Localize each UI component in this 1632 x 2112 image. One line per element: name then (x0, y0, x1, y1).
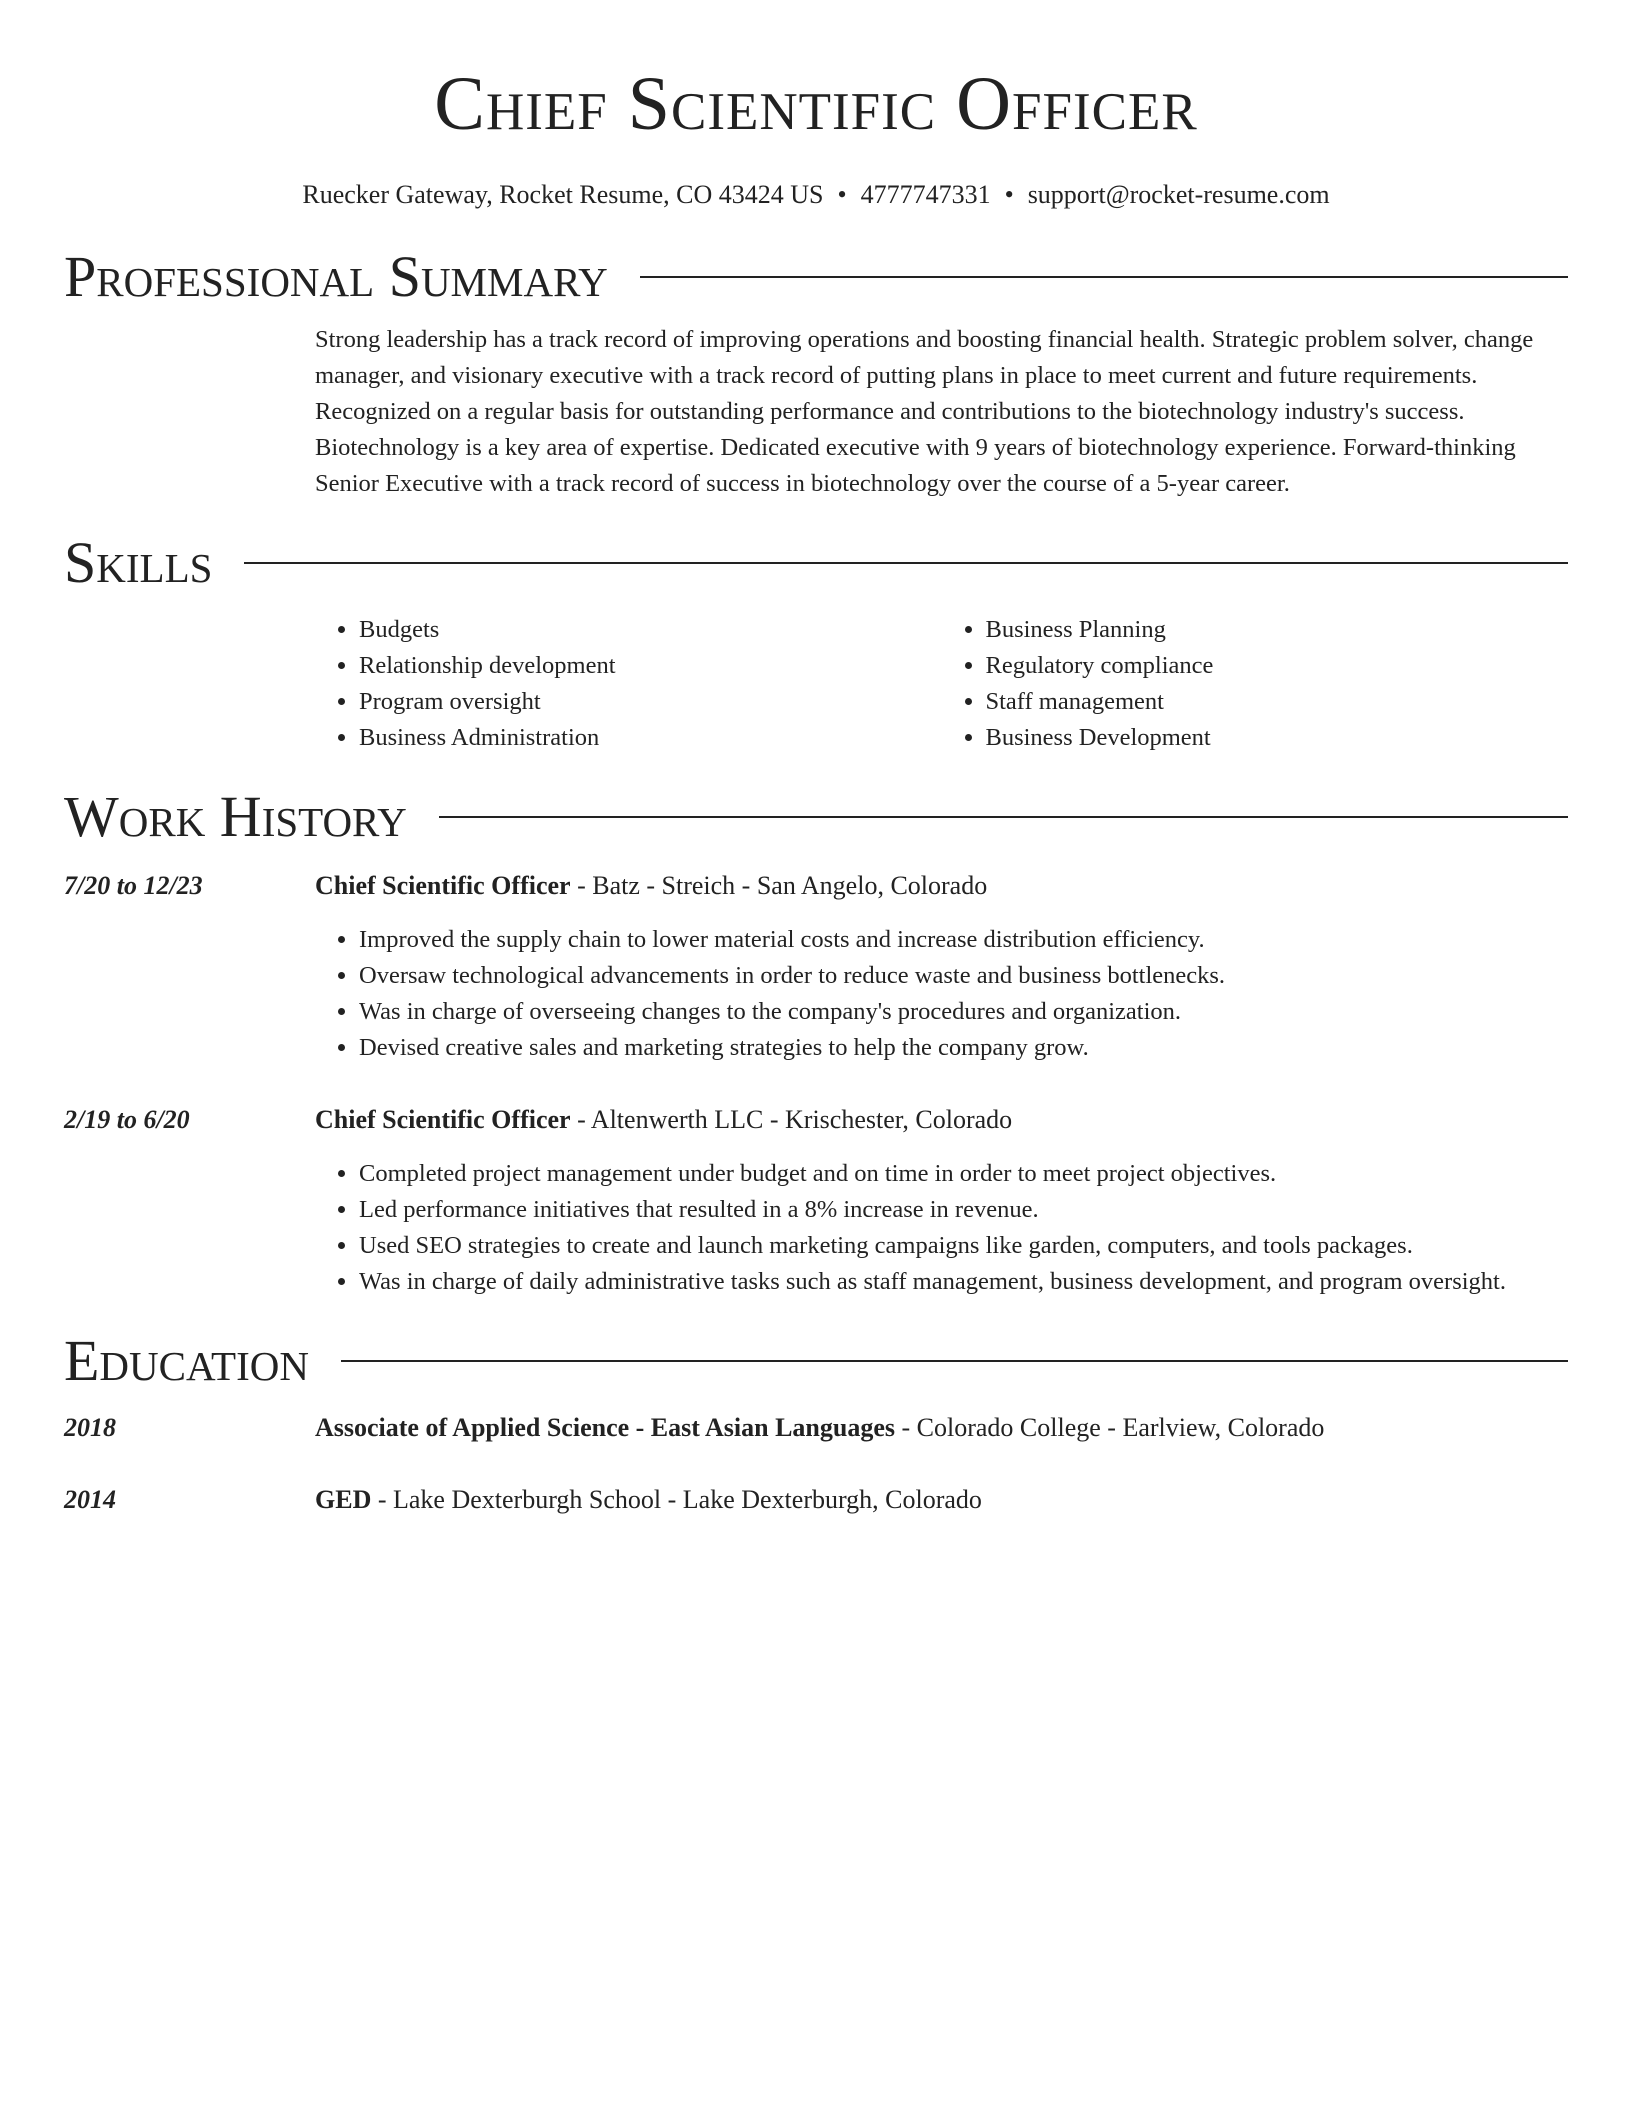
summary-section (64, 246, 1568, 502)
education-degree: Associate of Applied Science - East Asian Languages (315, 1413, 895, 1442)
job-details (315, 868, 1568, 1066)
job-bullet: • Oversaw technological advancements in order to reduce waste and business bottlenecks. (359, 958, 1568, 994)
section-divider (640, 276, 1568, 278)
work-section (64, 786, 1568, 1300)
contact-line (64, 178, 1568, 212)
skill-item: • Regulatory compliance (986, 648, 1569, 684)
job-bullet: • Improved the supply chain to lower material costs and increase distribution efficiency. (359, 922, 1568, 958)
skills-columns (315, 612, 1568, 756)
education-details (315, 1410, 1568, 1446)
skill-item: • Budgets (359, 612, 942, 648)
section-title: Work History (64, 784, 407, 849)
education-section (64, 1330, 1568, 1518)
skill-item: • Relationship development (359, 648, 942, 684)
contact-address: Ruecker Gateway, Rocket Resume, CO 43424 US (302, 180, 824, 209)
job-bullet: • Was in charge of daily administrative tasks such as staff management, business development, and program oversight. (359, 1264, 1568, 1300)
job-bullet: • Was in charge of overseeing changes to the company's procedures and organization. (359, 994, 1568, 1030)
contact-email[interactable]: support@rocket-resume.com (1027, 180, 1330, 209)
job-entry (64, 1102, 1568, 1300)
job-dates: 7/20 to 12/23 (64, 871, 203, 900)
job-bullet: • Led performance initiatives that resulted in a 8% increase in revenue. (359, 1192, 1568, 1228)
skill-item: • Business Planning (986, 612, 1569, 648)
skill-item: • Program oversight (359, 684, 942, 720)
skill-item: • Staff management (986, 684, 1569, 720)
job-entry (64, 868, 1568, 1066)
skills-section (64, 532, 1568, 756)
resume-title: Chief Scientific Officer (434, 62, 1198, 146)
education-school: - Lake Dexterburgh School - Lake Dexterburgh, Colorado (371, 1485, 982, 1514)
section-divider (244, 562, 1568, 564)
section-title: Professional Summary (64, 244, 608, 309)
skill-item: • Business Administration (359, 720, 942, 756)
job-bullets (315, 1156, 1568, 1300)
summary-heading (64, 246, 1568, 308)
section-title: Skills (64, 530, 213, 595)
job-company: - Altenwerth LLC - Krischester, Colorado (570, 1105, 1013, 1134)
job-bullet: • Used SEO strategies to create and launch marketing campaigns like garden, computers, and tools packages. (359, 1228, 1568, 1264)
job-position: Chief Scientific Officer (315, 1105, 571, 1134)
contact-phone: 4777747331 (860, 180, 991, 209)
education-year: 2014 (64, 1485, 116, 1514)
skills-list-left (315, 612, 942, 756)
education-year: 2018 (64, 1413, 116, 1442)
education-entry (64, 1410, 1568, 1446)
summary-text: Strong leadership has a track record of improving operations and boosting financial health. Strategic problem solver, change manager, and visionary executive with a track record of putting plans in place to meet current and future requirements. Recognized on a regular basis for outstanding performance and contributions to the biotechnology industry's success. Biotechnology is a key area of expertise. Dedicated executive with 9 years of biotechnology experience. Forward-thinking Senior Executive with a track record of success in biotechnology over the course of a 5-year career. (315, 326, 1534, 497)
skill-item: • Business Development (986, 720, 1569, 756)
skills-heading (64, 532, 1568, 594)
job-details (315, 1102, 1568, 1300)
education-degree: GED (315, 1485, 372, 1514)
work-heading (64, 786, 1568, 848)
job-dates: 2/19 to 6/20 (64, 1105, 190, 1134)
education-heading (64, 1330, 1568, 1392)
contact-separator: • (1004, 180, 1014, 209)
contact-separator: • (837, 180, 847, 209)
job-bullet: • Devised creative sales and marketing strategies to help the company grow. (359, 1030, 1568, 1066)
job-bullets (315, 922, 1568, 1066)
section-divider (341, 1360, 1568, 1362)
education-entry (64, 1482, 1568, 1518)
education-details (315, 1482, 1568, 1518)
job-title-line (315, 868, 1568, 904)
education-school: - Colorado College - Earlview, Colorado (895, 1413, 1325, 1442)
job-position: Chief Scientific Officer (315, 871, 571, 900)
skills-list-right (942, 612, 1569, 756)
section-divider (439, 816, 1568, 818)
job-title-line (315, 1102, 1568, 1138)
section-title: Education (64, 1328, 309, 1393)
job-company: - Batz - Streich - San Angelo, Colorado (570, 871, 988, 900)
job-bullet: • Completed project management under budget and on time in order to meet project objectives. (359, 1156, 1568, 1192)
